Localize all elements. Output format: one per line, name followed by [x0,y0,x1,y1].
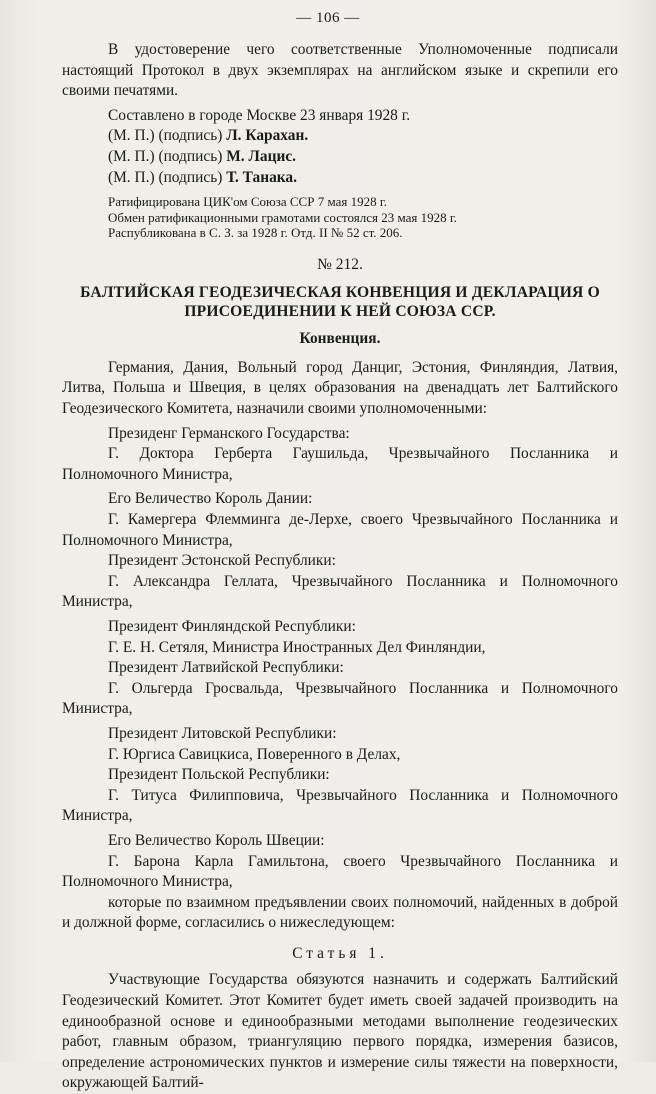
closing-statement: которые по взаимном предъявлении своих полномочий, найденных в доброй и должной форме, согласились о нижеследующем: [62,893,618,932]
plenipotentiary: Г. Барона Карла Гамильтона, своего Чрезвычайного Посланника и Полномочного Министра, [62,852,618,891]
list-item [62,424,618,486]
head-of-state: Его Величество Король Дании: [108,490,313,508]
signatory-name: Т. Танака. [226,168,297,186]
preamble: Германия, Дания, Вольный город Данциг, Эстония, Финляндия, Латвия, Литва, Польша и Швеция, в целях образования на двенадцать лет Балтийского Геодезического Комитета, назначили своими уполномоченными: [62,358,618,418]
seal-mark: (М. П.) (подпись) [108,168,223,186]
list-item [62,658,618,720]
head-of-state: Президент Польской Республики: [108,766,330,784]
head-of-state: Президент Литовской Республики: [108,724,337,742]
signatory-name: М. Лацис. [226,147,297,165]
plenipotentiary: Г. Александра Геллата, Чрезвычайного Посланника и Полномочного Министра, [62,572,618,611]
head-of-state: Президенг Германского Государства: [108,424,350,442]
plenipotentiary: Г. Доктора Герберта Гаушильда, Чрезвычайного Посланника и Полномочного Министра, [62,445,618,483]
list-item [62,831,618,893]
place-date: Составлено в городе Москве 23 января 1928 г. [108,106,411,124]
head-of-state: Президент Финляндской Республики: [108,617,356,635]
signatory-name: Л. Карахан. [226,127,309,145]
signature-line [62,126,618,147]
article-text: Участвующие Государства обязуются назначить и содержать Балтийский Геодезический Комитет. Этот Комитет будет иметь своей задачей производить на единообразной основе и единообразными методами выполнение геодезических работ, главным образом, триангуляцию первого порядка, измерения базисов, определение астрономических пунктов и измерение силы тяжести на поверхности, окружающей Балтий- [62,971,618,1092]
seal-mark: (М. П.) (подпись) [108,127,223,145]
document-title: БАЛТИЙСКАЯ ГЕОДЕЗИЧЕСКАЯ КОНВЕНЦИЯ И ДЕКЛАРАЦИЯ О ПРИСОЕДИНЕНИИ К НЕЙ СОЮЗА ССР. [80,284,600,321]
list-item [62,765,618,827]
list-item [62,617,618,658]
plenipotentiary: Г. Титуса Филипповича, Чрезвычайного Посланника и Полномочного Министра, [62,786,618,825]
plenipotentiary: Г. Е. Н. Сетяля, Министра Иностранных Дел Финляндии, [108,638,486,656]
plenipotentiary: Г. Камергера Флемминга де-Лерхе, своего Чрезвычайного Посланника и Полномочного Министра, [62,511,618,549]
head-of-state: Президент Латвийской Республики: [108,659,344,677]
plenipotentiary: Г. Юргиса Савицкиса, Поверенного в Делах, [108,745,401,763]
list-item [62,489,618,551]
section-title: Конвенция. [299,330,381,348]
list-item [62,724,618,765]
ratification-note: Обмен ратификационными грамотами состоялся 23 мая 1928 г. [108,209,457,225]
plenipotentiaries-list [62,424,618,893]
document-number: № 212. [317,255,363,273]
ratification-note: Ратифицирована ЦИК'ом Союза ССР 7 мая 1928 г. [108,194,387,210]
page-content [62,40,618,1094]
intro-paragraph: В удостоверение чего соответственные Уполномоченные подписали настоящий Протокол в двух экземплярах на английском языке и скрепили его своими печатями. [62,41,618,100]
plenipotentiary: Г. Ольгерда Гросвальда, Чрезвычайного Посланника и Полномочного Министра, [62,679,618,718]
ratification-notes [62,194,618,241]
ratification-note: Распубликована в С. З. за 1928 г. Отд. II № 52 ст. 206. [108,225,403,241]
article-title: Статья 1. [292,944,388,962]
page-number: — 106 — [296,10,360,26]
signature-line [62,147,618,168]
head-of-state: Президент Эстонской Республики: [108,552,336,570]
head-of-state: Его Величество Король Швеции: [108,831,325,849]
seal-mark: (М. П.) (подпись) [108,147,223,165]
signature-line [62,168,618,189]
list-item [62,551,618,613]
signature-block [62,126,618,188]
